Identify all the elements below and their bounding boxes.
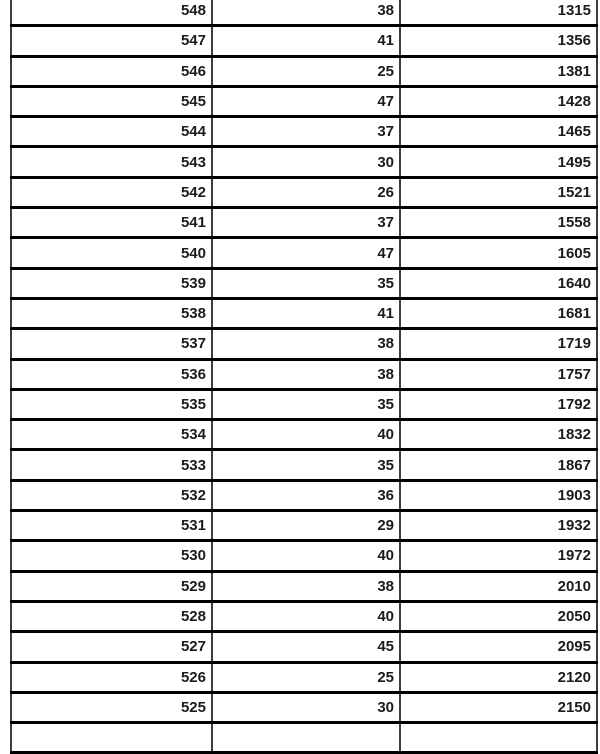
table-cell-col2: 35 [212,450,400,480]
table-cell-col1: 542 [11,177,212,207]
table-cell-col1: 539 [11,268,212,298]
table-cell-col2: 40 [212,601,400,631]
table-body [11,0,597,753]
table-row [11,389,597,419]
table-cell-col2: 38 [212,0,400,26]
table-row [11,450,597,480]
table-cell-col3: 1521 [400,177,597,207]
table-cell-col1: 547 [11,26,212,56]
table-row [11,420,597,450]
table-cell-col1: 528 [11,601,212,631]
table-cell-col3: 1381 [400,56,597,86]
table-cell-col3: 1495 [400,147,597,177]
table-cell-col1: 527 [11,632,212,662]
table-cell-col1: 548 [11,0,212,26]
table-cell-col2: 41 [212,26,400,56]
table-cell-col1: 525 [11,692,212,722]
table-cell-col3: 1465 [400,117,597,147]
table-cell-col3: 1315 [400,0,597,26]
table-cell-col2: 38 [212,329,400,359]
table-cell-col1: 529 [11,571,212,601]
table-cell-col3: 1792 [400,389,597,419]
table-cell-col1: 541 [11,208,212,238]
table-row [11,632,597,662]
table-cell-col1: 537 [11,329,212,359]
table-cell-col1: 538 [11,298,212,328]
table-cell-col1: 543 [11,147,212,177]
table-row [11,601,597,631]
table-cell-col1: 544 [11,117,212,147]
table-cell-col2: 35 [212,389,400,419]
table-cell-col2: 38 [212,571,400,601]
table-cell-col3: 1932 [400,511,597,541]
table-cell-col3: 1605 [400,238,597,268]
table-cell-col3: 1640 [400,268,597,298]
table-cell-col1 [11,723,212,753]
table-row [11,0,597,26]
table-row [11,26,597,56]
table-cell-col2: 29 [212,511,400,541]
table-row [11,541,597,571]
table-cell-col3: 1681 [400,298,597,328]
table-cell-col1: 535 [11,389,212,419]
table-row [11,268,597,298]
table-row [11,238,597,268]
table-row [11,692,597,722]
table-cell-col2 [212,723,400,753]
table-cell-col1: 526 [11,662,212,692]
table-row [11,571,597,601]
table-cell-col2: 41 [212,298,400,328]
table-cell-col1: 545 [11,86,212,116]
table-cell-col2: 47 [212,238,400,268]
table-row [11,86,597,116]
table-row [11,298,597,328]
table-cell-col1: 540 [11,238,212,268]
table-cell-col3: 1558 [400,208,597,238]
table-cell-col2: 40 [212,541,400,571]
table-row [11,147,597,177]
table-cell-col3: 1757 [400,359,597,389]
table-cell-col1: 536 [11,359,212,389]
table-cell-col3: 2010 [400,571,597,601]
table-row [11,723,597,753]
table-row [11,329,597,359]
table-cell-col1: 532 [11,480,212,510]
table-row [11,117,597,147]
table-cell-col2: 47 [212,86,400,116]
table-cell-col2: 36 [212,480,400,510]
table-cell-col2: 30 [212,147,400,177]
table-cell-col3: 1903 [400,480,597,510]
table-cell-col3: 2150 [400,692,597,722]
table-row [11,662,597,692]
table-cell-col3: 1867 [400,450,597,480]
table-cell-col1: 534 [11,420,212,450]
table-row [11,56,597,86]
table-cell-col2: 35 [212,268,400,298]
table-row [11,177,597,207]
table-cell-col3: 1719 [400,329,597,359]
table-cell-col3 [400,723,597,753]
table-row [11,359,597,389]
table-cell-col2: 30 [212,692,400,722]
table-cell-col1: 530 [11,541,212,571]
data-table [10,0,598,754]
table-cell-col1: 531 [11,511,212,541]
table-cell-col2: 37 [212,117,400,147]
table-cell-col1: 546 [11,56,212,86]
data-table-sheet [10,0,596,754]
table-cell-col1: 533 [11,450,212,480]
table-cell-col2: 26 [212,177,400,207]
table-row [11,511,597,541]
table-cell-col3: 2095 [400,632,597,662]
table-cell-col3: 2120 [400,662,597,692]
table-cell-col3: 1972 [400,541,597,571]
table-cell-col3: 2050 [400,601,597,631]
table-cell-col2: 37 [212,208,400,238]
table-row [11,480,597,510]
table-cell-col3: 1356 [400,26,597,56]
table-row [11,208,597,238]
table-cell-col3: 1428 [400,86,597,116]
table-cell-col2: 40 [212,420,400,450]
table-cell-col2: 25 [212,56,400,86]
table-cell-col2: 45 [212,632,400,662]
table-cell-col3: 1832 [400,420,597,450]
table-cell-col2: 25 [212,662,400,692]
table-cell-col2: 38 [212,359,400,389]
